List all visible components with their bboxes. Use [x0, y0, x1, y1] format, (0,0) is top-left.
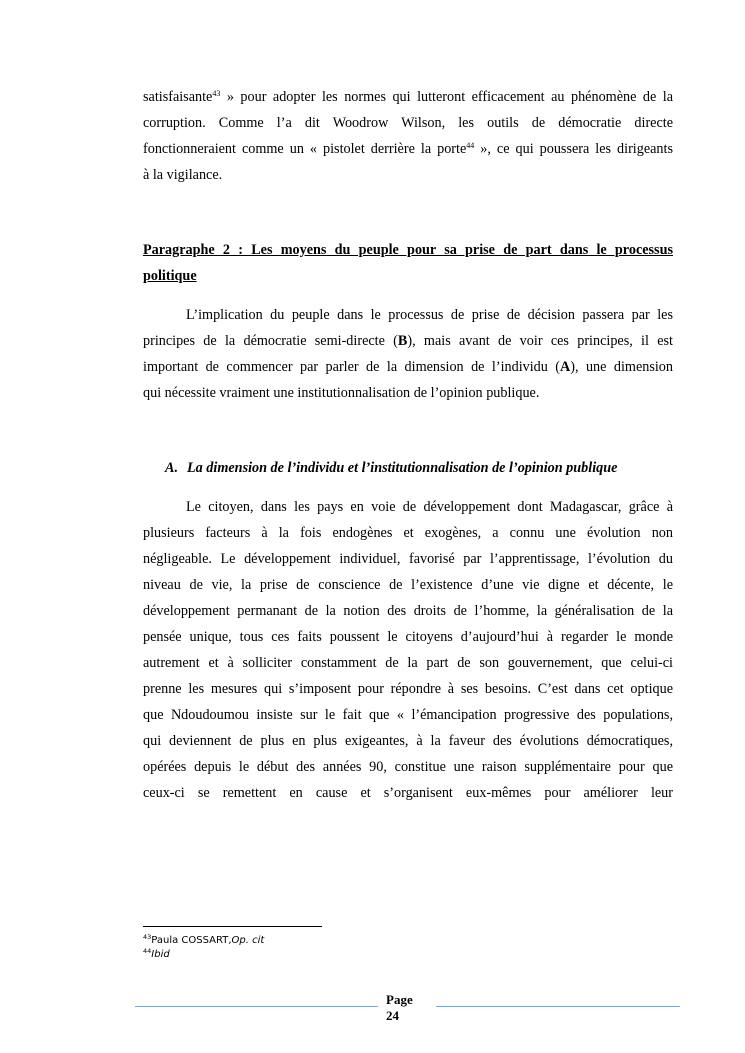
footer-line-left [135, 1006, 378, 1007]
footnote-43: $^{43}$Paula COSSART,Op. cit [143, 933, 265, 946]
text-line: négligeable. Le développement individuel, favorisé par l’apprentissage, l’évolution du [143, 551, 673, 567]
paragraph-continuation [143, 84, 673, 188]
subsection-heading [165, 460, 617, 477]
intro-paragraph [143, 302, 673, 406]
text-line: principes de la démocratie semi-directe (B), mais avant de voir ces principes, il est [143, 333, 673, 349]
body-paragraph [143, 494, 673, 806]
text-line: plusieurs facteurs à la fois endogènes et exogènes, a connu une évolution non [143, 525, 673, 541]
text-line: satisfaisante$^{43}$ » pour adopter les normes qui lutteront efficacement au phénomène de la [143, 89, 673, 105]
heading-line: politique [143, 268, 197, 284]
subsection-letter: A. [165, 460, 179, 476]
text-line: que Ndoudoumou insiste sur le fait que « l’émancipation progressive des populations, [143, 707, 673, 723]
text-line: ceux-ci se remettent en cause et s’organisent eux-mêmes pour améliorer leur [143, 785, 673, 801]
subsection-title: La dimension de l’individu et l’institutionnalisation de l’opinion publique [187, 460, 618, 476]
text-line: pensée unique, tous ces faits poussent le citoyens d’aujourd’hui à regarder le monde [143, 629, 673, 645]
footnote-ref-44: 44 [466, 141, 475, 150]
text-line: qui deviennent de plus en plus exigeantes, à la faveur des évolutions démocratiques, [143, 733, 673, 749]
heading-line: Paragraphe 2 : Les moyens du peuple pour sa prise de part dans le processus [143, 242, 673, 258]
section-heading [143, 237, 673, 289]
text-line: niveau de vie, la prise de conscience de l’existence d’une vie digne et décente, le [143, 577, 673, 593]
text-line: à la vigilance. [143, 167, 223, 183]
footer-line-right [436, 1006, 680, 1007]
footnote-ref-43: 43 [212, 89, 221, 98]
footnote-44: $^{44}$Ibid [143, 947, 170, 960]
text-line: important de commencer par parler de la dimension de l’individu (A), une dimension [143, 359, 673, 375]
text-line: fonctionneraient comme un « pistolet derrière la porte$^{44}$ », ce qui poussera les dirigeants [143, 141, 673, 157]
text-line: prenne les mesures qui s’imposent pour répondre à ses besoins. C’est dans cet optique [143, 681, 673, 697]
text-line: développement permanant de la notion des droits de l’homme, la généralisation de la [143, 603, 673, 619]
page-number: Page 24 [386, 992, 413, 1023]
text-line: qui nécessite vraiment une institutionnalisation de l’opinion publique. [143, 385, 540, 401]
text-line: opérées depuis le début des années 90, constitue une raison supplémentaire pour que [143, 759, 673, 775]
text-line: autrement et à solliciter constamment de la part de son gouvernement, que celui-ci [143, 655, 673, 671]
footnote-separator [143, 926, 322, 927]
text-line: L’implication du peuple dans le processus de prise de décision passera par les [186, 307, 673, 323]
text-line: corruption. Comme l’a dit Woodrow Wilson, les outils de démocratie directe [143, 115, 673, 131]
text-line: Le citoyen, dans les pays en voie de développement dont Madagascar, grâce à [186, 499, 673, 515]
